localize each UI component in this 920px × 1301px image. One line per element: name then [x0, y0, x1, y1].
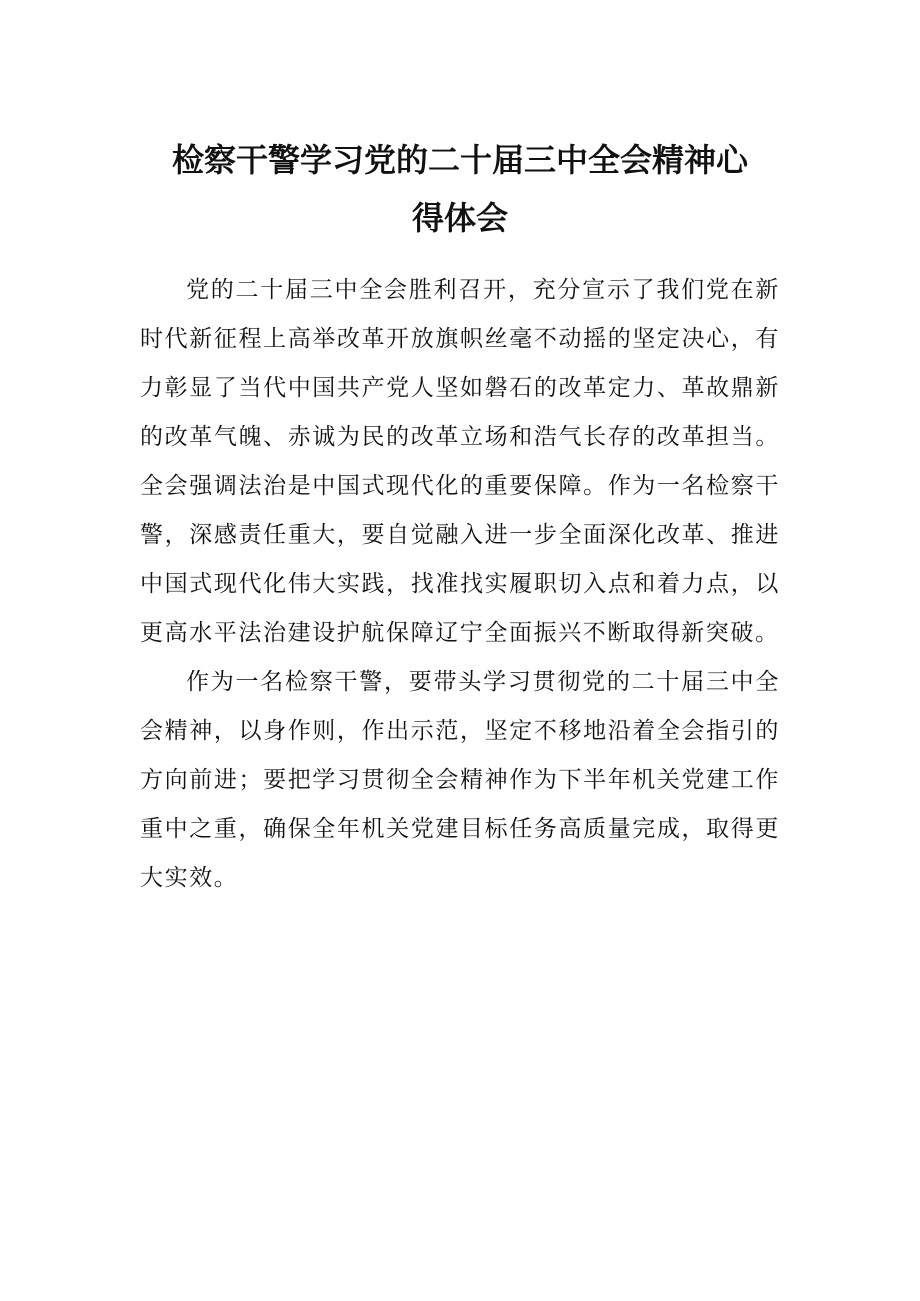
document-title-line-2: 得体会 [411, 199, 508, 237]
paragraph-2: 作为一名检察干警，要带头学习贯彻党的二十届三中全会精神，以身作则，作出示范，坚定不移地沿着全会指引的方向前进；要把学习贯彻全会精神作为下半年机关党建工作重中之重，确保全年机关党建目标任务高质量完成，取得更大实效。 [140, 669, 780, 891]
document-body [140, 266, 780, 903]
document-title-line-1: 检察干警学习党的二十届三中全会精神心 [171, 141, 748, 179]
paragraph-1: 党的二十届三中全会胜利召开，充分宣示了我们党在新时代新征程上高举改革开放旗帜丝毫不动摇的坚定决心，有力彰显了当代中国共产党人坚如磐石的改革定力、革故鼎新的改革气魄、赤诚为民的改革立场和浩气长存的改革担当。全会强调法治是中国式现代化的重要保障。作为一名检察干警，深感责任重大，要自觉融入进一步全面深化改革、推进中国式现代化伟大实践，找准找实履职切入点和着力点，以更高水平法治建设护航保障辽宁全面振兴不断取得新突破。 [140, 277, 780, 646]
